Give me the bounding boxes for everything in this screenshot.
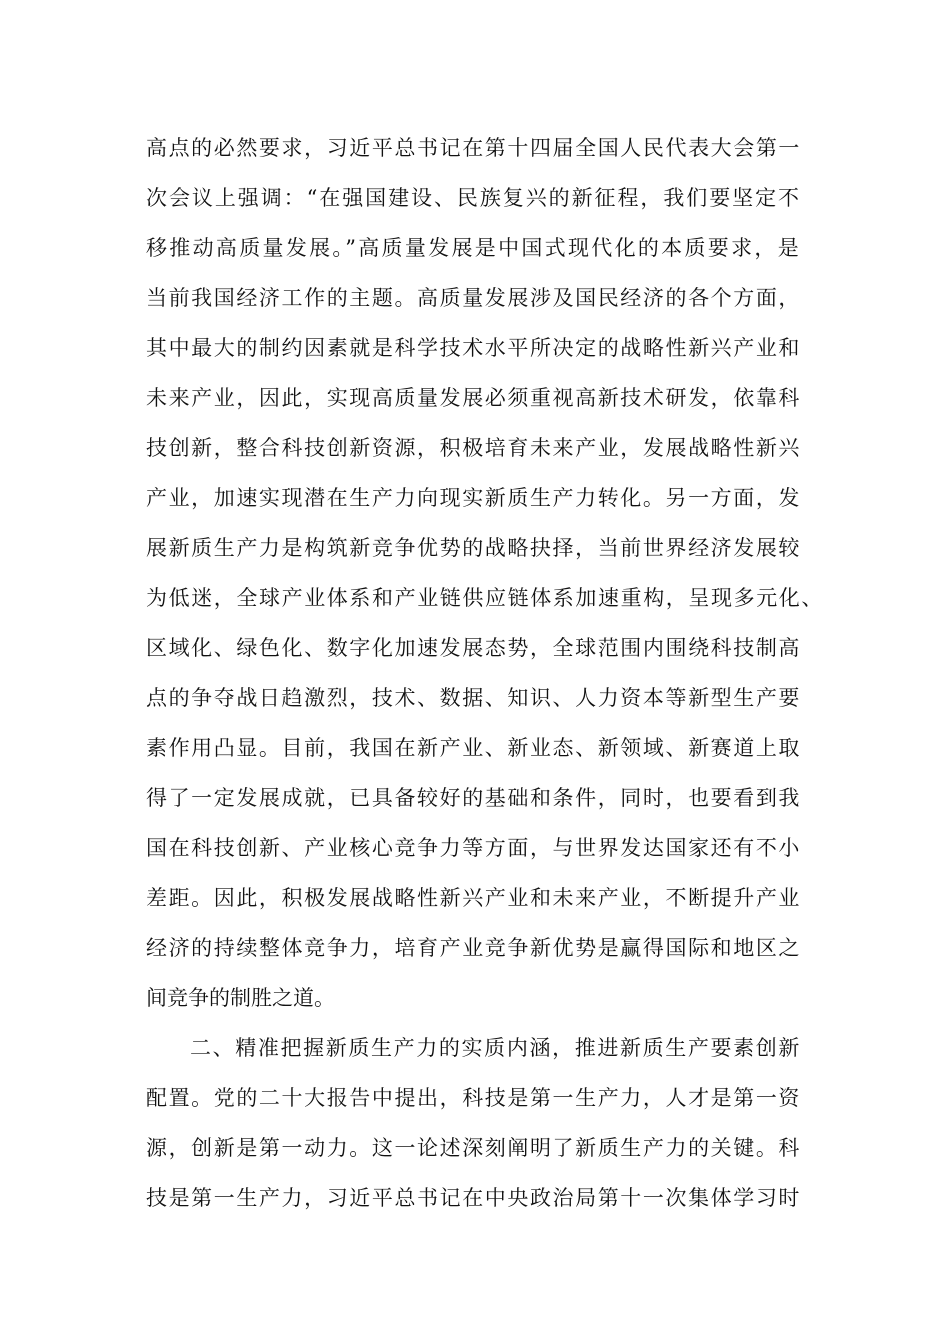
- line-text: 点的争夺战日趋激烈，技术、数据、知识、人力资本等新型生产要: [146, 686, 801, 710]
- text-line: [0, 778, 950, 818]
- text-line: [0, 478, 950, 518]
- text-line: [0, 878, 950, 918]
- text-line: [0, 828, 950, 868]
- text-line: [0, 678, 950, 718]
- text-line: [0, 1078, 950, 1118]
- text-line: [0, 178, 950, 218]
- text-line: [0, 228, 950, 268]
- line-text: 技创新，整合科技创新资源，积极培育未来产业，发展战略性新兴: [146, 436, 801, 460]
- line-text: 移推动高质量发展。”高质量发展是中国式现代化的本质要求，是: [146, 236, 801, 260]
- text-line: [0, 528, 950, 568]
- line-text: 区域化、绿色化、数字化加速发展态势，全球范围内围绕科技制高: [146, 636, 801, 660]
- line-text: 产业，加速实现潜在生产力向现实新质生产力转化。另一方面，发: [146, 486, 801, 510]
- line-text: 素作用凸显。目前，我国在新产业、新业态、新领域、新赛道上取: [146, 736, 801, 760]
- text-line: [0, 1178, 950, 1218]
- line-text: 技是第一生产力，习近平总书记在中央政治局第十一次集体学习时: [146, 1186, 801, 1210]
- text-line: [0, 278, 950, 318]
- text-line: [0, 728, 950, 768]
- line-text: 当前我国经济工作的主题。高质量发展涉及国民经济的各个方面，: [146, 286, 801, 310]
- line-text: 国在科技创新、产业核心竞争力等方面，与世界发达国家还有不小: [146, 836, 801, 860]
- line-text: 展新质生产力是构筑新竞争优势的战略抉择，当前世界经济发展较: [146, 536, 801, 560]
- line-text: 得了一定发展成就，已具备较好的基础和条件，同时，也要看到我: [146, 786, 801, 810]
- text-line: [0, 378, 950, 418]
- line-text: 次会议上强调：“在强国建设、民族复兴的新征程，我们要坚定不: [146, 186, 801, 210]
- text-line: [0, 628, 950, 668]
- text-line: [0, 928, 950, 968]
- line-text: 高点的必然要求，习近平总书记在第十四届全国人民代表大会第一: [146, 136, 801, 160]
- line-text: 差距。因此，积极发展战略性新兴产业和未来产业，不断提升产业: [146, 886, 801, 910]
- text-line: [0, 978, 950, 1018]
- text-line: [0, 1028, 950, 1068]
- line-text: 源，创新是第一动力。这一论述深刻阐明了新质生产力的关键。科: [146, 1136, 801, 1160]
- text-line: [0, 428, 950, 468]
- line-text: 经济的持续整体竞争力，培育产业竞争新优势是赢得国际和地区之: [146, 936, 801, 960]
- line-text: 间竞争的制胜之道。: [146, 986, 335, 1010]
- line-text: 配置。党的二十大报告中提出，科技是第一生产力，人才是第一资: [146, 1086, 801, 1110]
- line-text: 其中最大的制约因素就是科学技术水平所决定的战略性新兴产业和: [146, 336, 801, 360]
- text-line: [0, 328, 950, 368]
- line-text: 为低迷，全球产业体系和产业链供应链体系加速重构，呈现多元化、: [146, 586, 824, 610]
- line-text: 二、精准把握新质生产力的实质内涵，推进新质生产要素创新: [190, 1036, 801, 1060]
- line-text: 未来产业，因此，实现高质量发展必须重视高新技术研发，依靠科: [146, 386, 801, 410]
- text-line: [0, 128, 950, 168]
- text-line: [0, 1128, 950, 1168]
- text-line: [0, 578, 950, 618]
